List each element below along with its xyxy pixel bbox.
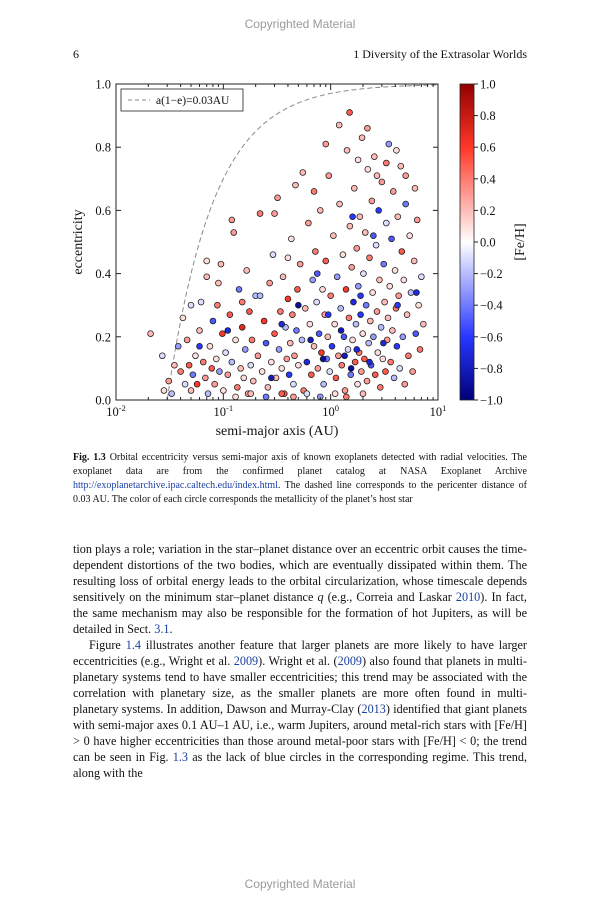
data-point xyxy=(376,208,382,214)
data-point xyxy=(349,264,355,270)
data-point xyxy=(148,331,154,337)
data-point xyxy=(365,166,371,172)
data-point xyxy=(395,302,401,308)
data-point xyxy=(202,375,208,381)
data-point xyxy=(351,185,357,191)
data-point xyxy=(340,252,346,258)
data-point xyxy=(220,388,226,394)
data-point xyxy=(188,388,194,394)
data-point xyxy=(346,315,352,321)
data-point xyxy=(414,290,420,296)
data-point xyxy=(406,353,412,359)
data-point xyxy=(290,312,296,318)
data-point xyxy=(339,362,345,368)
data-point xyxy=(204,274,210,280)
data-point xyxy=(207,343,213,349)
data-point xyxy=(233,337,239,343)
data-point xyxy=(360,391,366,397)
data-point xyxy=(398,163,404,169)
data-point xyxy=(355,157,361,163)
caption-text-1: Orbital eccentricity versus semi-major axis of known exoplanets detected with radial velocities. The exoplanet data are from the confirmed planet catalog at NASA Exoplanet Archive xyxy=(73,452,527,477)
data-point xyxy=(182,381,188,387)
data-point xyxy=(255,353,261,359)
data-point xyxy=(261,318,267,324)
data-point xyxy=(348,372,354,378)
data-point xyxy=(319,350,325,356)
data-point xyxy=(233,394,239,400)
data-point xyxy=(291,394,297,400)
colorbar-tick-label: 0.8 xyxy=(480,109,496,124)
data-point xyxy=(204,258,210,264)
data-point xyxy=(357,214,363,220)
data-point xyxy=(292,353,298,359)
data-point xyxy=(377,384,383,390)
data-point xyxy=(352,359,358,365)
data-point xyxy=(375,350,381,356)
data-point xyxy=(265,384,271,390)
data-point xyxy=(297,261,303,267)
legend xyxy=(121,89,243,111)
y-tick-label: 0.6 xyxy=(95,203,111,218)
x-tick-label: $10^1$ xyxy=(429,403,447,419)
data-point xyxy=(416,302,422,308)
data-point xyxy=(248,362,254,368)
data-point xyxy=(161,388,167,394)
data-point xyxy=(263,394,269,400)
p1-section-ref[interactable]: 3.1 xyxy=(154,622,170,636)
p2-text-a: Figure xyxy=(89,638,126,652)
data-point xyxy=(397,366,403,372)
data-point xyxy=(369,198,375,204)
data-point xyxy=(350,214,356,220)
data-point xyxy=(348,366,354,372)
data-point xyxy=(300,170,306,176)
data-point xyxy=(389,236,395,242)
y-axis-label: eccentricity xyxy=(71,209,86,275)
data-point xyxy=(420,321,426,327)
data-point xyxy=(361,271,367,277)
data-point xyxy=(239,299,245,305)
data-point xyxy=(241,375,247,381)
data-point xyxy=(359,135,365,141)
data-point xyxy=(334,274,340,280)
data-point xyxy=(362,230,368,236)
data-point xyxy=(166,378,172,384)
data-point xyxy=(184,337,190,343)
data-point xyxy=(401,277,407,283)
p1-citation-2010[interactable]: 2010 xyxy=(455,590,481,604)
x-tick-label: $10^{-2}$ xyxy=(106,403,126,419)
data-point xyxy=(392,268,398,274)
p1-text-b: (e.g., Correia and Laskar xyxy=(323,590,456,604)
data-point xyxy=(320,287,326,293)
data-point xyxy=(225,328,231,334)
data-point xyxy=(396,293,402,299)
data-point xyxy=(315,366,321,372)
data-point xyxy=(351,299,357,305)
data-point xyxy=(412,185,418,191)
data-point xyxy=(365,125,371,131)
data-point xyxy=(363,302,369,308)
data-point xyxy=(390,189,396,195)
p2-text-e: ) identified that giant planets with semi-major axes 0.1 AU–1 AU, i.e., warm Jupiters, around metal-rich stars with [Fe/H] > 0 have higher eccentricities than those around metal-poor stars with [Fe/H] < 0; the trend can be seen in Fig. xyxy=(73,702,527,764)
watermark-top: Copyrighted Material xyxy=(244,17,356,31)
x-tick-label: $10^0$ xyxy=(322,403,340,419)
data-point xyxy=(408,290,414,296)
data-point xyxy=(390,328,396,334)
data-point xyxy=(354,245,360,251)
data-point xyxy=(364,378,370,384)
data-point xyxy=(367,359,373,365)
data-point xyxy=(285,255,291,261)
data-point xyxy=(374,309,380,315)
data-point xyxy=(343,287,349,293)
data-point xyxy=(257,211,263,217)
data-point xyxy=(329,343,335,349)
data-point xyxy=(314,271,320,277)
data-point xyxy=(316,331,322,337)
paragraph-2 xyxy=(73,637,527,781)
data-point xyxy=(279,321,285,327)
data-point xyxy=(263,340,269,346)
data-point xyxy=(347,223,353,229)
data-point xyxy=(229,359,235,365)
data-point xyxy=(272,331,278,337)
data-point xyxy=(358,293,364,299)
data-point xyxy=(311,343,317,349)
paragraph-1 xyxy=(73,541,527,637)
data-point xyxy=(304,359,310,365)
data-point xyxy=(172,362,178,368)
data-point xyxy=(332,321,338,327)
colorbar-tick-label: 0.6 xyxy=(480,140,496,155)
data-point xyxy=(325,312,331,318)
data-point xyxy=(394,147,400,153)
p2-citation-3[interactable]: 2013 xyxy=(361,702,386,716)
data-point xyxy=(338,328,344,334)
data-point xyxy=(417,347,423,353)
data-point xyxy=(360,331,366,337)
y-tick-label: 0.8 xyxy=(95,140,111,155)
y-tick-label: 0.2 xyxy=(95,330,111,345)
data-point xyxy=(238,366,244,372)
data-point xyxy=(259,369,265,375)
data-point xyxy=(223,350,229,356)
data-point xyxy=(411,258,417,264)
colorbar-tick-label: −1.0 xyxy=(480,393,503,408)
data-point xyxy=(404,312,410,318)
p2-text-d: ) also found that planets in multi-planetary systems tend to have smaller eccentricities; this trend may be associated with the correlation with planetary size, as the smaller planets are more often found in multi-planetary systems. In addition, Dawson and Murray-Clay ( xyxy=(73,654,527,716)
data-point xyxy=(395,214,401,220)
colorbar-tick-label: −0.4 xyxy=(480,298,503,313)
data-point xyxy=(336,122,342,128)
data-point xyxy=(402,381,408,387)
colorbar-label: [Fe/H] xyxy=(513,223,528,261)
data-point xyxy=(193,353,199,359)
data-point xyxy=(310,277,316,283)
legend-label: a(1−e)=0.03AU xyxy=(156,95,230,107)
data-point xyxy=(186,362,192,368)
colorbar-tick-label: −0.6 xyxy=(480,330,503,345)
data-point xyxy=(159,353,165,359)
y-tick-label: 0.4 xyxy=(95,267,111,282)
data-point xyxy=(205,391,211,397)
data-point xyxy=(386,141,392,147)
data-point xyxy=(250,378,256,384)
data-point xyxy=(244,268,250,274)
data-point xyxy=(236,287,242,293)
data-point xyxy=(403,201,409,207)
data-point xyxy=(338,305,344,311)
data-point xyxy=(410,369,416,375)
colorbar-tick-label: 0.0 xyxy=(480,235,496,250)
data-point xyxy=(328,293,334,299)
p2-figure-ref-2[interactable]: 1.3 xyxy=(172,750,189,764)
data-point xyxy=(341,334,347,340)
data-point xyxy=(327,369,333,375)
caption-label: Fig. 1.3 xyxy=(73,452,106,463)
data-point xyxy=(312,249,318,255)
data-point xyxy=(270,252,276,258)
data-point xyxy=(286,372,292,378)
data-point xyxy=(413,331,419,337)
data-point xyxy=(294,328,300,334)
data-point xyxy=(372,372,378,378)
data-point xyxy=(291,381,297,387)
data-point xyxy=(399,249,405,255)
y-tick-label: 0.0 xyxy=(95,393,111,408)
data-point xyxy=(314,299,320,305)
data-point xyxy=(388,359,394,365)
data-point xyxy=(295,302,301,308)
data-point xyxy=(231,230,237,236)
scatter-figure xyxy=(60,72,530,442)
page-number: 6 xyxy=(73,47,79,61)
y-tick-label: 1.0 xyxy=(95,77,111,92)
data-point xyxy=(280,274,286,280)
p1-text-d: . xyxy=(169,622,173,636)
data-point xyxy=(180,315,186,321)
data-point xyxy=(169,391,175,397)
data-point xyxy=(326,173,332,179)
data-point xyxy=(379,179,385,185)
data-point xyxy=(288,236,294,242)
data-point xyxy=(200,359,206,365)
data-point xyxy=(377,277,383,283)
data-point xyxy=(380,356,386,362)
data-point xyxy=(197,328,203,334)
p2-figure-ref[interactable]: 1.4 xyxy=(125,638,141,652)
data-point xyxy=(305,220,311,226)
data-point xyxy=(403,173,409,179)
data-point xyxy=(371,154,377,160)
data-point xyxy=(197,343,203,349)
data-point xyxy=(216,280,222,286)
data-point xyxy=(247,309,253,315)
data-point xyxy=(383,369,389,375)
running-header xyxy=(73,47,527,63)
data-point xyxy=(242,347,248,353)
data-point xyxy=(345,347,351,353)
x-tick-label: $10^{-1}$ xyxy=(213,403,234,419)
data-point xyxy=(287,340,293,346)
data-point xyxy=(275,195,281,201)
data-point xyxy=(234,384,240,390)
data-point xyxy=(213,356,219,362)
data-point xyxy=(276,347,282,353)
data-point xyxy=(342,353,348,359)
data-point xyxy=(325,334,331,340)
data-point xyxy=(374,173,380,179)
data-point xyxy=(285,296,291,302)
x-axis-label: semi-major axis (AU) xyxy=(215,424,339,439)
data-point xyxy=(367,255,373,261)
data-point xyxy=(418,274,424,280)
data-point xyxy=(381,340,387,346)
data-point xyxy=(342,388,348,394)
data-point xyxy=(367,318,373,324)
data-point xyxy=(268,359,274,365)
data-point xyxy=(175,343,181,349)
data-point xyxy=(400,334,406,340)
colorbar-tick-label: −0.2 xyxy=(480,267,503,282)
caption-link[interactable]: http://exoplanetarchive.ipac.caltech.edu/index.html xyxy=(73,480,278,491)
watermark-bottom: Copyrighted Material xyxy=(244,877,356,891)
data-point xyxy=(347,110,353,116)
data-point xyxy=(295,287,301,293)
data-point xyxy=(311,189,317,195)
data-point xyxy=(382,299,388,305)
data-point xyxy=(321,381,327,387)
data-point xyxy=(284,356,290,362)
data-point xyxy=(370,334,376,340)
data-point xyxy=(354,347,360,353)
data-point xyxy=(394,343,400,349)
p2-text-c: ). Wright et al. ( xyxy=(258,654,338,668)
data-point xyxy=(190,372,196,378)
data-point xyxy=(268,375,274,381)
data-point xyxy=(214,302,220,308)
data-point xyxy=(302,305,308,311)
data-point xyxy=(225,372,231,378)
data-point xyxy=(332,391,338,397)
data-point xyxy=(355,283,361,289)
data-point xyxy=(229,217,235,223)
data-point xyxy=(194,381,200,387)
data-point xyxy=(279,391,285,397)
data-point xyxy=(383,220,389,226)
p2-text-b: illustrates another feature that larger planets are more likely to have larger eccentricities (e.g., Wright et al. xyxy=(73,638,527,668)
plot-background xyxy=(116,84,438,400)
data-point xyxy=(344,147,350,153)
data-point xyxy=(307,321,313,327)
data-point xyxy=(212,381,218,387)
data-point xyxy=(383,160,389,166)
data-point xyxy=(209,366,215,372)
data-point xyxy=(353,321,359,327)
data-point xyxy=(178,369,184,375)
p2-citation-2[interactable]: 2009 xyxy=(337,654,362,668)
data-point xyxy=(335,353,341,359)
data-point xyxy=(330,233,336,239)
data-point xyxy=(361,356,367,362)
data-point xyxy=(414,217,420,223)
data-point xyxy=(381,261,387,267)
data-point xyxy=(373,242,379,248)
data-point xyxy=(219,331,225,337)
data-point xyxy=(227,312,233,318)
data-point xyxy=(272,211,278,217)
figure-caption xyxy=(73,451,527,507)
data-point xyxy=(308,337,314,343)
p2-citation-1[interactable]: 2009 xyxy=(233,654,259,668)
data-point xyxy=(387,283,393,289)
data-point xyxy=(249,337,255,343)
data-point xyxy=(323,258,329,264)
data-point xyxy=(370,290,376,296)
data-point xyxy=(350,337,356,343)
data-point xyxy=(304,391,310,397)
data-point xyxy=(217,369,223,375)
data-point xyxy=(293,182,299,188)
data-point xyxy=(198,299,204,305)
colorbar-tick-label: 0.4 xyxy=(480,172,496,187)
data-point xyxy=(320,356,326,362)
data-point xyxy=(308,372,314,378)
colorbar-bar xyxy=(460,84,474,400)
data-point xyxy=(267,280,273,286)
data-point xyxy=(277,309,283,315)
data-point xyxy=(378,324,384,330)
data-point xyxy=(188,302,194,308)
data-point xyxy=(317,208,323,214)
data-point xyxy=(358,312,364,318)
data-point xyxy=(370,233,376,239)
data-point xyxy=(333,375,339,381)
colorbar-tick-label: −0.8 xyxy=(480,361,503,376)
data-point xyxy=(343,394,349,400)
data-point xyxy=(279,366,285,372)
chapter-title: 1 Diversity of the Extrasolar Worlds xyxy=(353,47,527,61)
plot-frame xyxy=(116,84,438,400)
data-point xyxy=(210,318,216,324)
data-point xyxy=(337,201,343,207)
data-point xyxy=(323,141,329,147)
p1-text-c: ). In fact, the same mechanism may also be responsible for the formation of hot Jupiters, as will be detailed in Sect. xyxy=(73,590,527,636)
data-point xyxy=(299,337,305,343)
data-point xyxy=(239,324,245,330)
data-point xyxy=(295,362,301,368)
data-point xyxy=(407,233,413,239)
data-point xyxy=(366,340,372,346)
p1-symbol-q: q xyxy=(317,590,324,604)
data-point xyxy=(248,391,254,397)
colorbar xyxy=(460,78,528,408)
colorbar-tick-label: 1.0 xyxy=(480,77,496,92)
data-point xyxy=(391,375,397,381)
data-point xyxy=(355,381,361,387)
data-point xyxy=(257,293,263,299)
data-point xyxy=(218,261,224,267)
data-point xyxy=(358,369,364,375)
p1-text-a: tion plays a role; variation in the star–planet distance over an eccentric orbit causes the time-dependent distortions of the two bodies, which are eventually dissipated within them. The resulting loss of orbital energy leads to the orbital circularization, whose timescale depends sensitively on the minimum star–planet distance xyxy=(73,542,527,604)
colorbar-tick-label: 0.2 xyxy=(480,203,496,218)
data-point xyxy=(385,315,391,321)
p2-text-f: as the lack of blue circles in the corresponding regime. This trend, along with the xyxy=(73,750,527,780)
caption-text-2: . The dashed line corresponds to the pericenter distance of 0.03 AU. The color of each circle corresponds the metallicity of the planet’s host star xyxy=(73,480,527,505)
